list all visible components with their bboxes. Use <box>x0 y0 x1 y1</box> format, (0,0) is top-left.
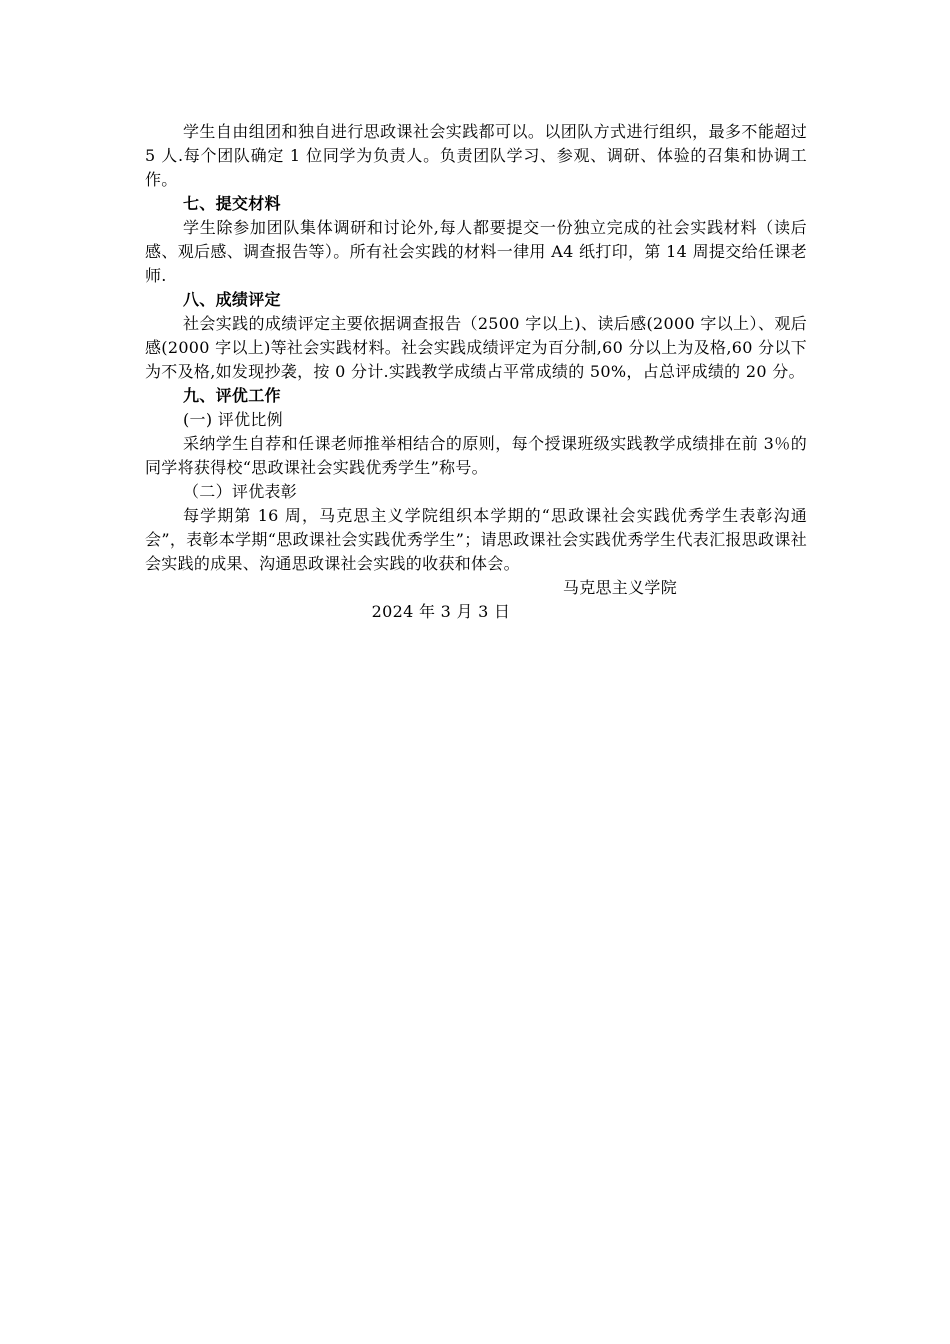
signature-date: 2024 年 3 月 3 日 <box>371 602 511 621</box>
document-body <box>145 120 807 624</box>
award-ratio-subheading: (一) 评优比例 <box>183 410 283 429</box>
award-commendation-subheading: （二）评优表彰 <box>183 482 298 501</box>
signature-unit: 马克思主义学院 <box>562 578 677 597</box>
grade-assessment-paragraph: 社会实践的成绩评定主要依据调查报告（2500 字以上)、读后感(2000 字以上）、观后感(2000 字以上)等社会实践材料。社会实践成绩评定为百分制,60 分以上为及格,60 分以下为不及格,如发现抄袭，按 0 分计.实践教学成绩占平常成绩的 50%，占总评成绩的 20 分。 <box>145 314 807 381</box>
team-organization-paragraph: 学生自由组团和独自进行思政课社会实践都可以。以团队方式进行组织，最多不能超过 5 人.每个团队确定 1 位同学为负责人。负责团队学习、参观、调研、体验的召集和协调工作。 <box>145 122 807 189</box>
award-work-heading: 九、评优工作 <box>183 386 281 405</box>
grade-assessment-heading: 八、成绩评定 <box>183 290 281 309</box>
submit-materials-heading: 七、提交材料 <box>183 194 281 213</box>
award-commendation-paragraph: 每学期第 16 周，马克思主义学院组织本学期的“思政课社会实践优秀学生表彰沟通会”，表彰本学期“思政课社会实践优秀学生”；请思政课社会实践优秀学生代表汇报思政课社会实践的成果、沟通思政课社会实践的收获和体会。 <box>145 506 807 573</box>
submit-materials-paragraph: 学生除参加团队集体调研和讨论外,每人都要提交一份独立完成的社会实践材料（读后感、观后感、调查报告等）。所有社会实践的材料一律用 A4 纸打印，第 14 周提交给任课老师. <box>145 218 807 285</box>
award-ratio-paragraph: 采纳学生自荐和任课老师推举相结合的原则，每个授课班级实践教学成绩排在前 3％的同学将获得校“思政课社会实践优秀学生”称号。 <box>145 434 807 477</box>
